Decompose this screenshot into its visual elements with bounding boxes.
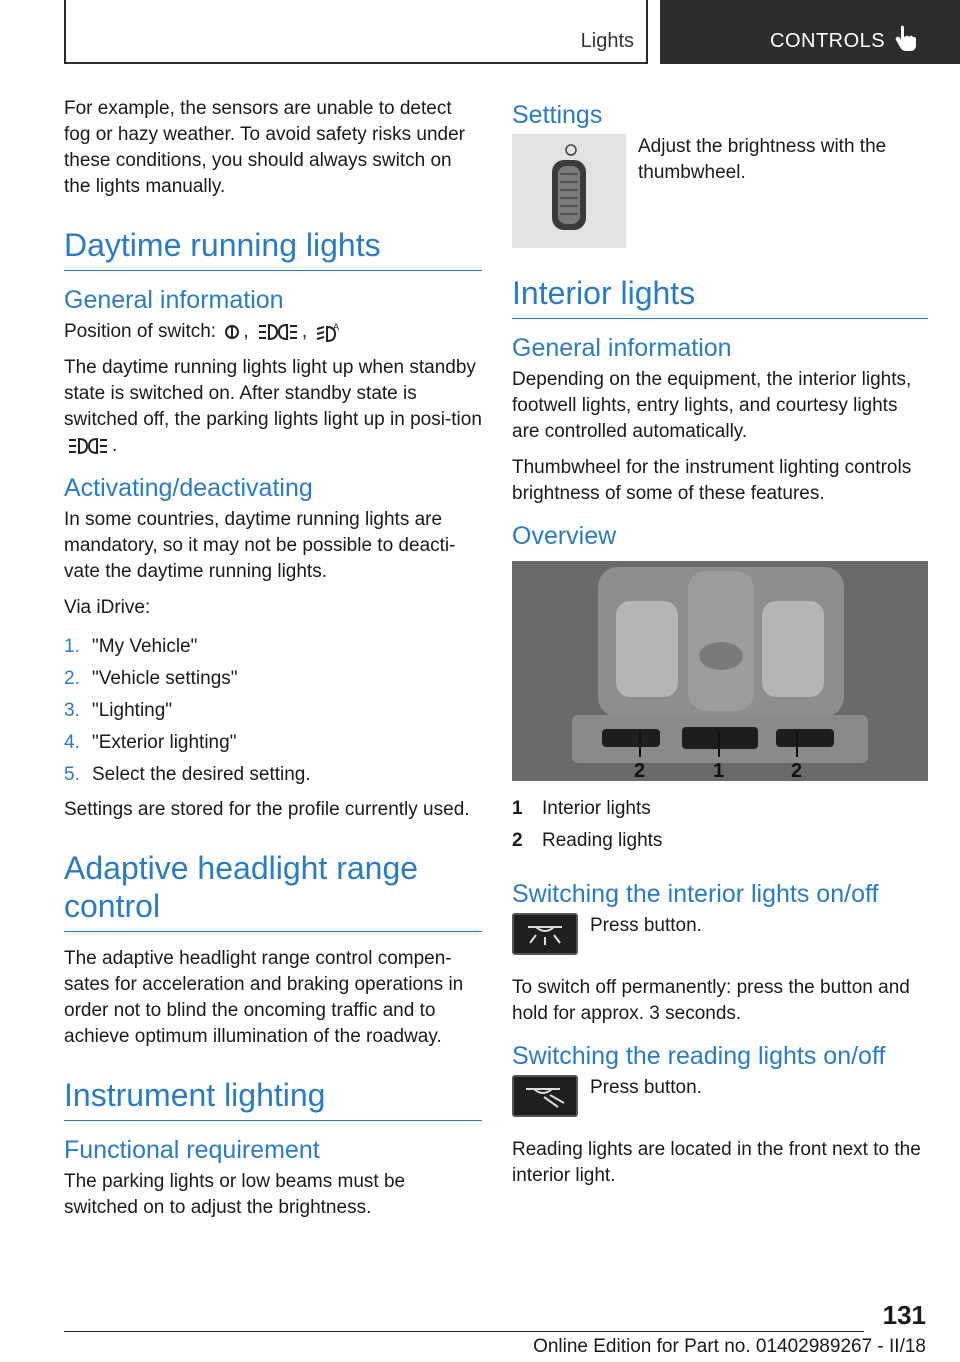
switch-position-label: Position of switch:	[64, 321, 217, 342]
callout-label: 1	[713, 760, 725, 781]
header-section-box	[64, 0, 648, 64]
svg-text:A: A	[333, 322, 340, 333]
switch-position-line: Position of switch: , , A	[64, 319, 482, 345]
right-column	[512, 100, 928, 1199]
heading-adaptive-headlight: Adaptive headlight range control	[64, 849, 482, 932]
list-item	[64, 727, 482, 759]
legend-item	[512, 825, 928, 857]
adaptive-paragraph: The adaptive headlight range control compen-sates for acceleration and braking operations in order not to blind the oncoming traffic and to achieve optimum illumination of the roadway.	[64, 948, 464, 1047]
step-text: "Exterior lighting"	[92, 732, 237, 753]
intro-paragraph: For example, the sensors are unable to detect fog or hazy weather. To avoid safety risks under these conditions, you should always switch on the lights manually.	[64, 98, 465, 197]
heading-functional-requirement: Functional requirement	[64, 1136, 320, 1164]
heading-switch-interior: Switching the interior lights on/off	[512, 880, 879, 908]
general-paragraph-2: Thumbwheel for the instrument lighting controls brightness of some of these features.	[512, 457, 912, 504]
heading-general-information-2: General information	[512, 334, 732, 362]
step-text: Select the desired setting.	[92, 764, 311, 785]
step-number: 5.	[64, 764, 80, 785]
reading-button-row	[512, 1075, 928, 1117]
step-text: "Vehicle settings"	[92, 668, 238, 689]
step-number: 3.	[64, 700, 80, 721]
settings-paragraph: Adjust the brightness with the thumbwheel.	[638, 136, 887, 183]
list-item	[64, 631, 482, 663]
step-text: "Lighting"	[92, 700, 173, 721]
thumbwheel-image	[512, 134, 626, 248]
via-idrive: Via iDrive:	[64, 597, 151, 618]
step-number: 2.	[64, 668, 80, 689]
press-button-2: Press button.	[590, 1077, 702, 1098]
reading-paragraph: Reading lights are located in the front next to the interior light.	[512, 1139, 921, 1186]
callout-label: 2	[634, 760, 646, 781]
list-item	[64, 695, 482, 727]
parking-lights-icon	[258, 321, 298, 343]
heading-interior-lights: Interior lights	[512, 274, 928, 319]
heading-instrument-lighting: Instrument lighting	[64, 1076, 482, 1121]
daytime-paragraph: The daytime running lights light up when standby state is switched on. After standby state is switched off, the parking lights light up in posi-tion .	[64, 357, 482, 456]
list-item	[64, 663, 482, 695]
parking-lights-icon	[68, 435, 108, 457]
heading-daytime-running-lights: Daytime running lights	[64, 226, 482, 271]
heading-activating: Activating/deactivating	[64, 474, 313, 502]
press-button-1: Press button.	[590, 915, 702, 936]
step-number: 4.	[64, 732, 80, 753]
footer-rule	[64, 1331, 864, 1332]
heading-settings: Settings	[512, 101, 603, 129]
header-chapter-box	[660, 0, 960, 64]
interior-button-row	[512, 913, 928, 955]
auto-headlight-icon	[316, 321, 342, 343]
overhead-console-illustration	[512, 561, 928, 781]
idrive-steps	[64, 631, 482, 791]
step-number: 1.	[64, 636, 80, 657]
thumbwheel-figure-row	[512, 134, 928, 248]
legend-number: 2	[512, 830, 523, 851]
switch-off-paragraph: To switch off permanently: press the button and hold for approx. 3 seconds.	[512, 977, 910, 1024]
legend-item	[512, 793, 928, 825]
legend-text: Reading lights	[542, 830, 663, 851]
left-column	[64, 96, 482, 1231]
legend-text: Interior lights	[542, 798, 651, 819]
functional-paragraph: The parking lights or low beams must be switched on to adjust the brightness.	[64, 1171, 406, 1218]
heading-general-information: General information	[64, 286, 284, 314]
interior-light-button-icon	[512, 913, 578, 955]
legend-number: 1	[512, 798, 523, 819]
header-section-title: Lights	[580, 30, 634, 52]
page-number: 131	[882, 1300, 926, 1330]
general-paragraph-1: Depending on the equipment, the interior lights, footwell lights, entry lights, and courtesy lights are controlled automatically.	[512, 369, 912, 442]
overhead-console-image	[512, 561, 928, 781]
header-chapter-title: CONTROLS	[770, 30, 886, 52]
daytime-paragraph-text: The daytime running lights light up when standby state is switched on. After standby state is switched off, the parking lights light up in posi-tion	[64, 357, 482, 430]
step-text: "My Vehicle"	[92, 636, 198, 657]
switch-off-icon	[225, 321, 239, 343]
heading-switch-reading: Switching the reading lights on/off	[512, 1042, 886, 1070]
footer-edition: Online Edition for Part no. 01402989267 - II/18	[533, 1336, 926, 1357]
activating-paragraph: In some countries, daytime running lights are mandatory, so it may not be possible to deacti-vate the daytime running lights.	[64, 509, 456, 582]
heading-overview: Overview	[512, 522, 617, 550]
reading-light-button-icon	[512, 1075, 578, 1117]
list-item	[64, 759, 482, 791]
settings-stored-paragraph: Settings are stored for the profile currently used.	[64, 799, 470, 820]
thumbwheel-icon	[512, 134, 626, 248]
callout-label: 2	[791, 760, 803, 781]
hand-pointer-icon	[894, 24, 918, 52]
